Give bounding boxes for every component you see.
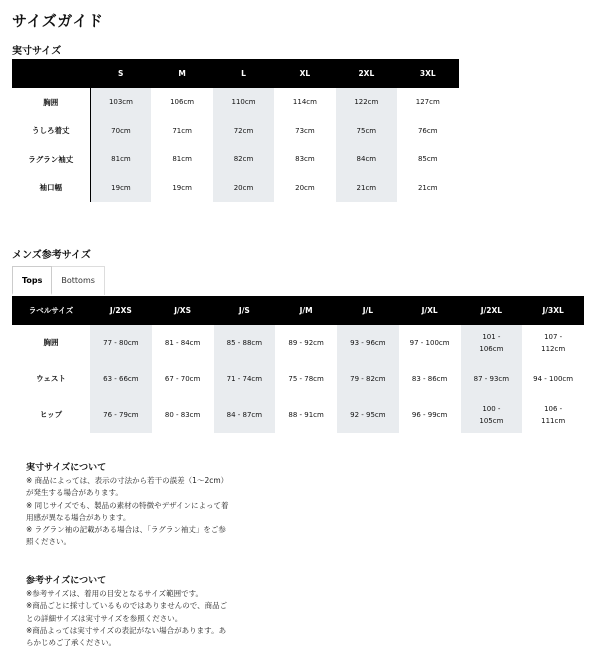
table-cell: 20cm <box>295 183 315 192</box>
header-cell: J/XL <box>399 296 461 325</box>
header-cell: J/L <box>337 296 399 325</box>
table-cell: 81cm <box>90 145 151 174</box>
header-cell <box>12 59 90 88</box>
table-cell: 67 - 70cm <box>164 375 201 383</box>
header-cell: 3XL <box>397 59 458 88</box>
table-cell: 82cm <box>213 145 274 174</box>
table-cell: 63 - 66cm <box>90 361 152 397</box>
table-cell: 88 - 91cm <box>288 411 324 419</box>
table-cell: 103cm <box>90 88 151 117</box>
table-cell: 81 - 84cm <box>164 339 201 347</box>
table-row <box>12 325 584 361</box>
row-label: うしろ着丈 <box>12 117 90 146</box>
table-row <box>12 117 459 146</box>
row-label: 胸囲 <box>43 338 59 347</box>
table-cell: 80 - 83cm <box>164 411 201 419</box>
row-label: ラグラン袖丈 <box>12 145 90 174</box>
table-cell: 79 - 82cm <box>337 361 399 397</box>
table-row <box>12 397 584 433</box>
table-cell: 72cm <box>213 117 274 146</box>
note-line: 照ください。 <box>26 537 71 547</box>
table-cell: 84cm <box>336 145 397 174</box>
table-cell: 20cm <box>213 174 274 203</box>
header-cell: J/XS <box>152 296 214 325</box>
table-cell: 127cm <box>415 98 440 107</box>
note-line: 用感が異なる場合があります。 <box>26 512 131 522</box>
tab-bottoms[interactable]: Bottoms <box>52 266 105 295</box>
table-cell: 110cm <box>213 88 274 117</box>
table-cell: 75cm <box>336 117 397 146</box>
table-cell: 122cm <box>336 88 397 117</box>
reference-size-title: メンズ参考サイズ <box>12 250 91 261</box>
table-cell: 81cm <box>172 155 192 164</box>
table-cell: 114cm <box>292 98 317 107</box>
note-line: ※商品よっては実寸サイズの表記がない場合があります。あ <box>26 625 227 635</box>
table-cell: 93 - 96cm <box>337 325 399 361</box>
table-cell: 21cm <box>336 174 397 203</box>
table-cell: 96 - 99cm <box>411 411 448 419</box>
row-label: ヒップ <box>39 410 63 419</box>
header-cell: J/3XL <box>522 296 584 325</box>
notes-title: 実寸サイズについて <box>26 463 107 473</box>
table-cell: 76cm <box>417 126 438 135</box>
table-cell: 107 - 112cm <box>541 333 566 353</box>
table-cell: 100 - 105cm <box>461 397 523 433</box>
page-title: サイズガイド <box>12 12 104 30</box>
table-cell: 106 - 111cm <box>541 405 566 425</box>
note-line: ※参考サイズは、着用の目安となるサイズ範囲です。 <box>26 589 203 598</box>
table-cell: 83 - 86cm <box>411 375 448 383</box>
header-cell: L <box>213 59 274 88</box>
table-cell: 101 - 106cm <box>461 325 523 361</box>
table-cell: 89 - 92cm <box>288 339 324 347</box>
table-cell: 94 - 100cm <box>533 375 574 383</box>
table-cell: 87 - 93cm <box>461 361 523 397</box>
header-cell: 2XL <box>336 59 397 88</box>
table-header-row <box>12 59 459 88</box>
note-line: ※ 商品によっては、表示の寸法から若干の誤差（1〜2cm） <box>26 476 229 485</box>
table-cell: 73cm <box>295 126 315 135</box>
reference-size-notes <box>26 573 266 649</box>
note-line: との詳細サイズは実寸サイズを参照ください。 <box>26 613 183 623</box>
table-cell: 19cm <box>172 183 192 192</box>
table-cell: 97 - 100cm <box>409 339 450 347</box>
table-cell: 70cm <box>90 117 151 146</box>
note-line: らかじめご了承ください。 <box>26 638 116 648</box>
table-row <box>12 361 584 397</box>
table-cell: 85 - 88cm <box>214 325 276 361</box>
table-row <box>12 88 459 117</box>
row-label: 袖口幅 <box>12 174 90 203</box>
table-cell: 84 - 87cm <box>214 397 276 433</box>
table-row <box>12 174 459 203</box>
table-cell: 92 - 95cm <box>337 397 399 433</box>
header-cell: J/M <box>275 296 337 325</box>
header-cell: M <box>151 59 212 88</box>
table-cell: 76 - 79cm <box>90 397 152 433</box>
actual-size-title: 実寸サイズ <box>12 46 62 57</box>
table-cell: 77 - 80cm <box>90 325 152 361</box>
row-label: 胸囲 <box>12 88 90 117</box>
notes-title: 参考サイズについて <box>26 576 107 586</box>
header-cell: S <box>90 59 151 88</box>
reference-size-table <box>12 296 584 433</box>
tab-tops[interactable]: Tops <box>12 266 52 295</box>
row-label: ウェスト <box>36 374 66 383</box>
table-row <box>12 145 459 174</box>
size-tabs <box>12 266 105 295</box>
header-cell: ラベルサイズ <box>12 296 90 325</box>
table-header-row <box>12 296 584 325</box>
header-cell: J/2XS <box>90 296 152 325</box>
table-cell: 71cm <box>172 126 192 135</box>
header-cell: J/S <box>214 296 276 325</box>
table-cell: 75 - 78cm <box>288 375 324 383</box>
note-line: が発生する場合があります。 <box>26 488 123 498</box>
note-line: ※商品ごとに採寸しているものではありませんので、商品ご <box>26 601 228 611</box>
table-cell: 85cm <box>417 155 438 164</box>
table-cell: 83cm <box>295 155 315 164</box>
note-line: ※ ラグラン袖の記載がある場合は、「ラグラン袖丈」をご参 <box>26 525 226 535</box>
table-cell: 19cm <box>90 174 151 203</box>
note-line: ※ 同じサイズでも、製品の素材の特徴やデザインによって着 <box>26 500 229 510</box>
actual-size-table <box>12 59 459 202</box>
actual-size-notes <box>26 460 266 549</box>
header-cell: XL <box>274 59 335 88</box>
header-cell: J/2XL <box>461 296 523 325</box>
table-cell: 71 - 74cm <box>214 361 276 397</box>
table-cell: 21cm <box>417 183 438 192</box>
table-cell: 106cm <box>170 98 195 107</box>
